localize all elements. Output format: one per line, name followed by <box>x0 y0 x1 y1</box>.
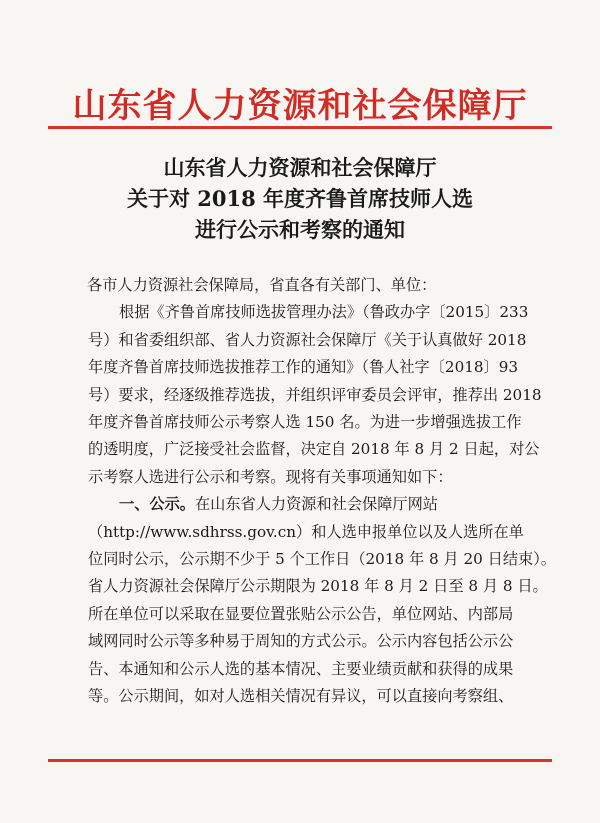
title-line-1: 山东省人力资源和社会保障厅 <box>163 155 437 180</box>
para1-line: 年度齐鲁首席技师公示考察人选 150 名。为进一步增强选拔工作 <box>88 413 522 432</box>
para1-line: 示考察人选进行公示和考察。现将有关事项通知如下： <box>88 467 453 486</box>
document-title <box>0 152 600 245</box>
para1-line: 号）和省委组织部、省人力资源社会保障厅《关于认真做好 2018 <box>88 330 527 349</box>
document-body <box>87 272 556 711</box>
para1-line: 根据《齐鲁首席技师选拔管理办法》（鲁政办字〔2015〕233 <box>119 303 529 322</box>
section1-first-text: 在山东省人力资源和社会保障厅网站 <box>194 495 438 514</box>
section1-line: 所在单位可以采取在显要位置张贴公示公告，单位网站、内部局 <box>88 604 514 623</box>
section1-line: 告、本通知和公示人选的基本情况、主要业绩贡献和获得的成果 <box>88 659 514 678</box>
footer-red-rule <box>48 759 552 762</box>
section1-line: 等。公示期间，如对人选相关情况有异议，可以直接向考察组、 <box>88 687 514 706</box>
salutation: 各市人力资源社会保障局，省直各有关部门、单位： <box>87 276 437 294</box>
title-line-3: 进行公示和考察的通知 <box>195 217 405 242</box>
section1-line: 位同时公示，公示期不少于 5 个工作日（2018 年 8 月 20 日结束）。 <box>88 550 556 569</box>
para1-line: 年度齐鲁首席技师选拔推荐工作的通知》（鲁人社字〔2018〕93 <box>88 358 519 377</box>
section1-line: （http://www.sdhrss.gov.cn）和人选申报单位以及人选所在单 <box>88 522 524 541</box>
section1-first-line <box>88 491 528 518</box>
title-line-2: 关于对 2018 年度齐鲁首席技师人选 <box>126 186 474 211</box>
para1-line: 的透明度，广泛接受社会监督，决定自 2018 年 8 月 2 日起，对公 <box>88 440 540 459</box>
agency-letterhead: 山东省人力资源和社会保障厅 <box>72 86 528 126</box>
section1-line: 省人力资源社会保障厅公示期限为 2018 年 8 月 2 日至 8 月 8 日。 <box>88 577 548 596</box>
para1-line: 号）要求，经逐级推荐选拔，并组织评审委员会评审，推荐出 2018 <box>88 385 542 404</box>
section1-line: 域网同时公示等多种易于周知的方式公示。公示内容包括公示公 <box>88 632 514 651</box>
header-red-rule <box>48 126 552 129</box>
section1-heading: 一、公示。 <box>119 495 195 514</box>
